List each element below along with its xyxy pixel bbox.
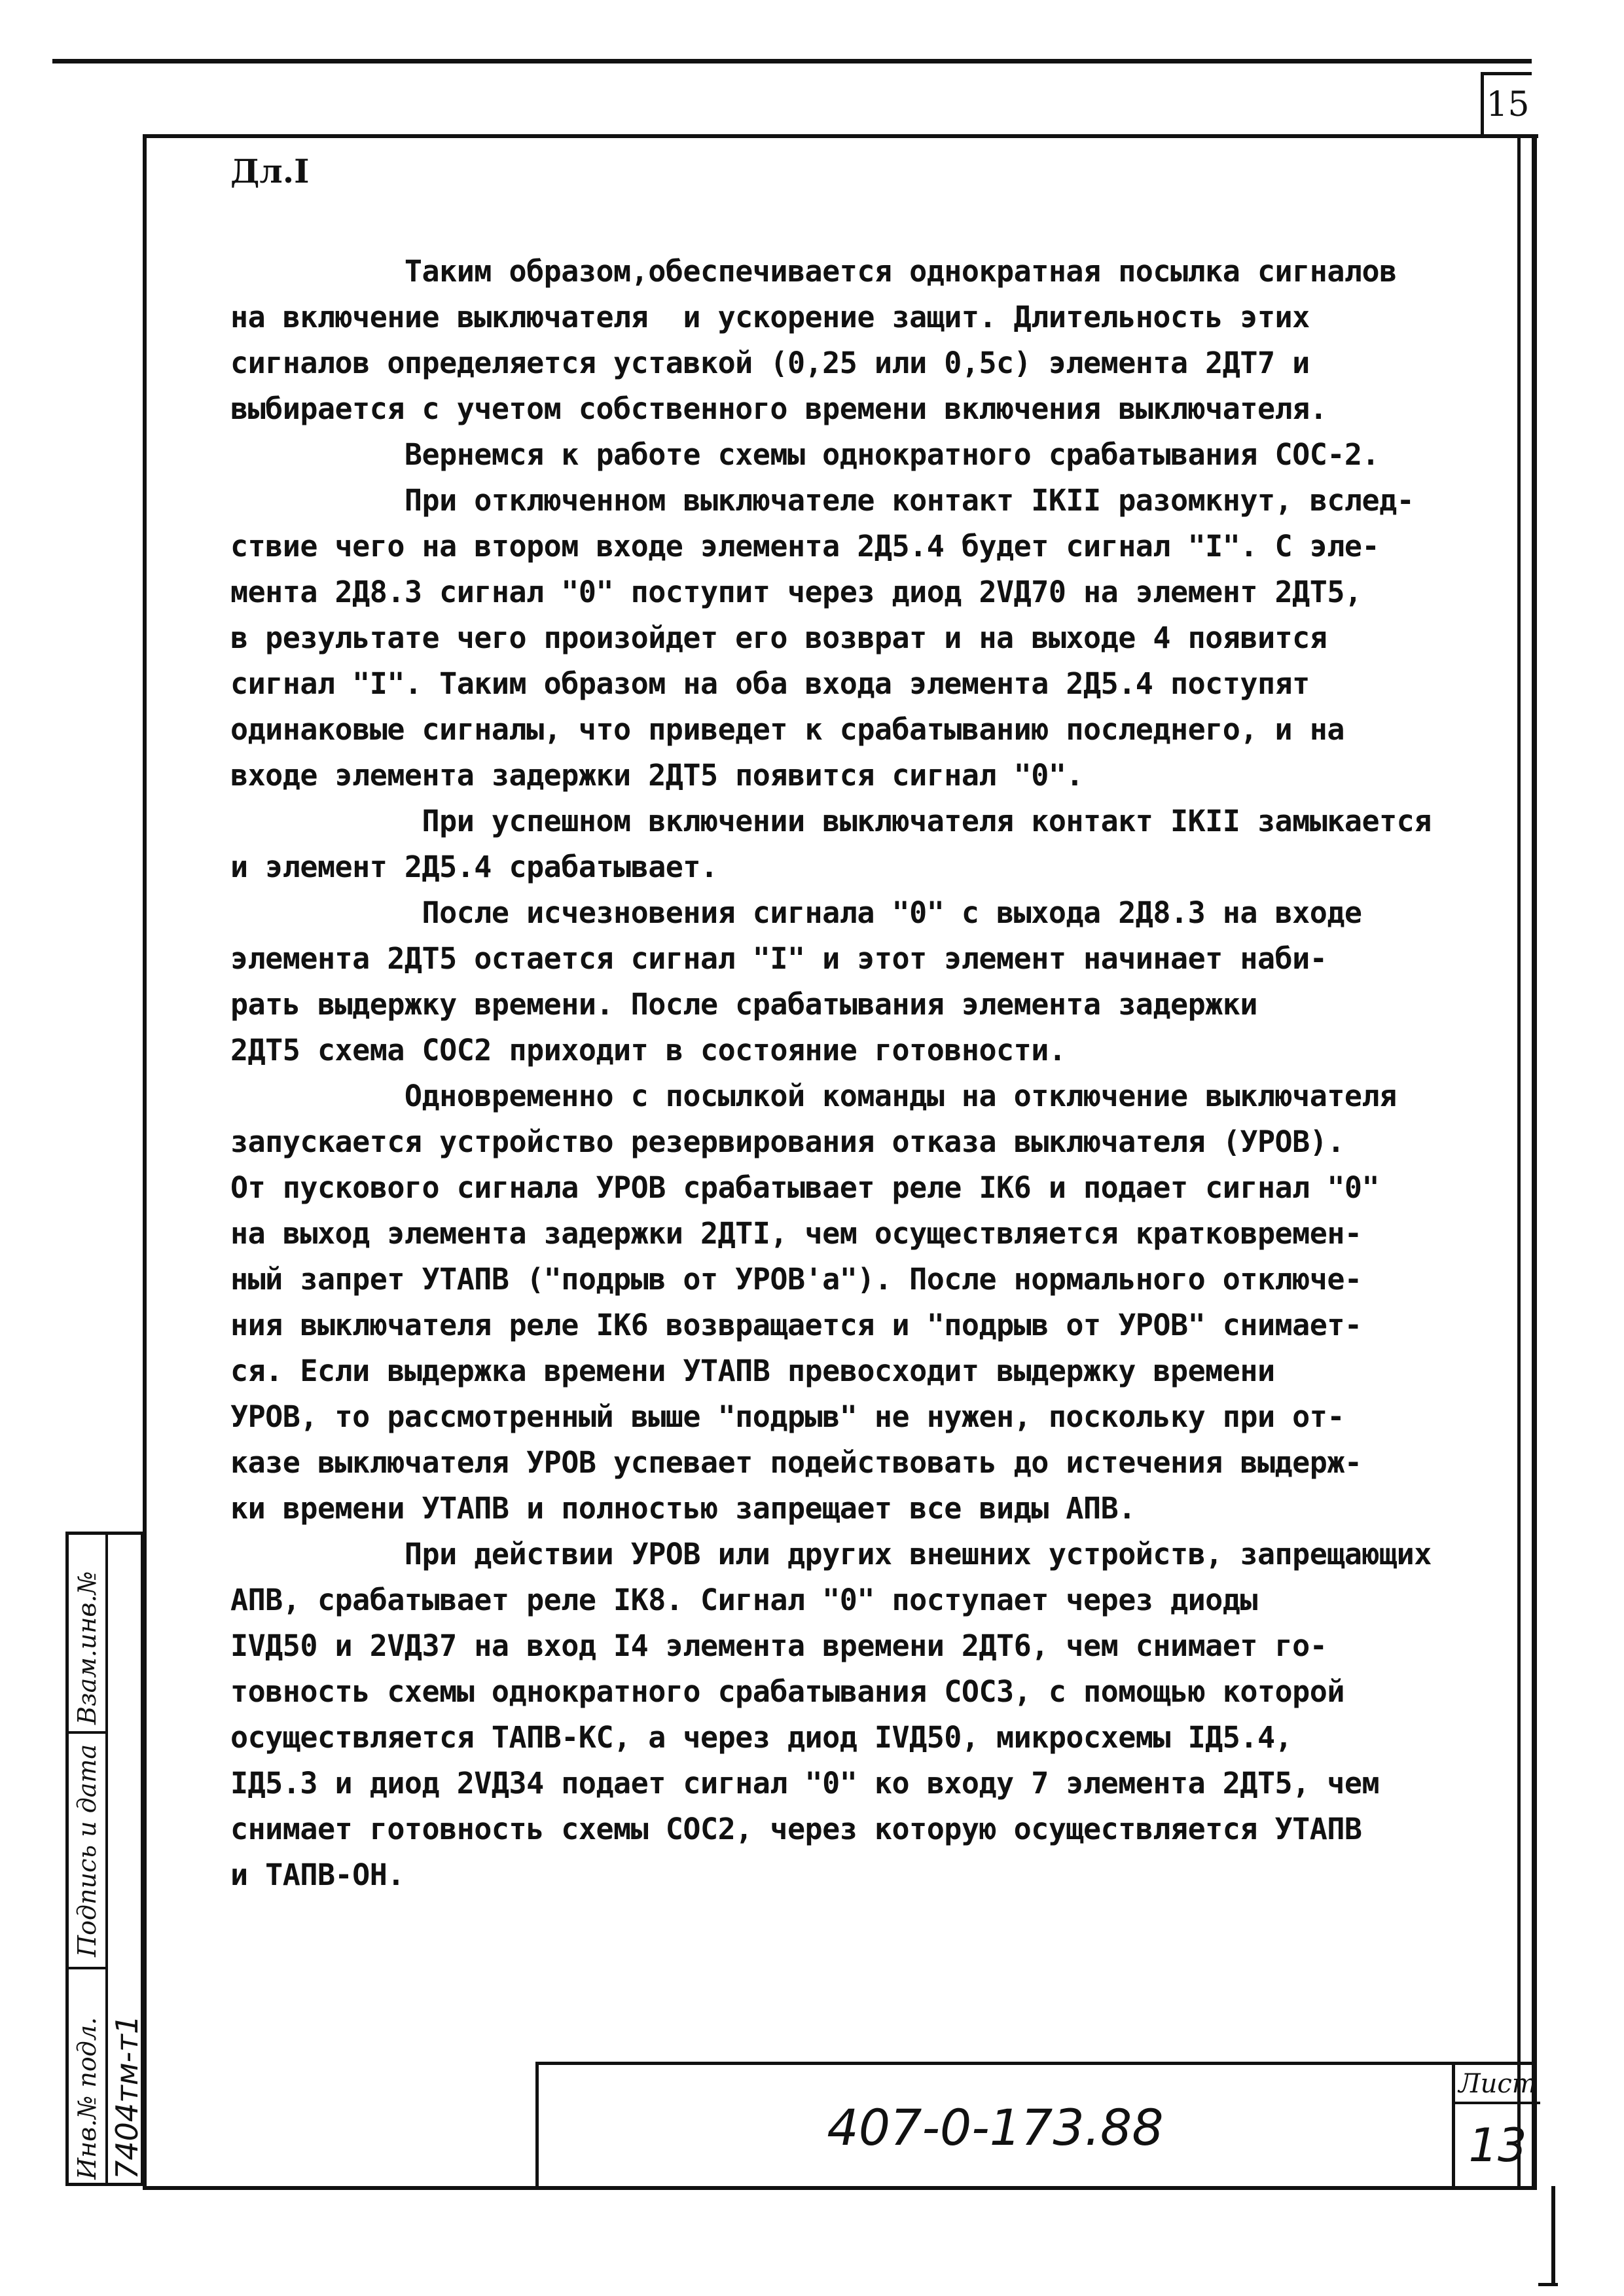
stamp-column-divider [105, 1535, 108, 2183]
page-number-text: 15 [1486, 85, 1530, 124]
sheet-cell-label: Лист [1455, 2065, 1540, 2104]
body-line: на выход элемента задержки 2ДТI, чем осуществляется кратковремен- [230, 1216, 1362, 1251]
body-line: IVД50 и 2VД37 на вход I4 элемента времени 2ДТ6, чем снимает го- [230, 1628, 1327, 1663]
frame-top [144, 134, 1538, 138]
body-line: сигналов определяется уставкой (0,25 или 0,5с) элемента 2ДТ7 и [230, 346, 1310, 380]
body-line: ния выключателя реле IK6 возвращается и "подрыв от УРОВ" снимает- [230, 1308, 1362, 1342]
body-line: ный запрет УТАПВ ("подрыв от УРОВ'а"). После нормального отключе- [230, 1262, 1362, 1297]
frame-right-inner [1517, 134, 1521, 2189]
body-line: сигнал "I". Таким образом на оба входа элемента 2Д5.4 поступят [230, 666, 1310, 701]
sheet-cell [1452, 2065, 1540, 2189]
body-line: одинаковые сигналы, что приведет к срабатыванию последнего, и на [230, 712, 1344, 747]
frame-tail [1551, 2186, 1555, 2284]
document-code: 407-0-173.88 [827, 2098, 1164, 2157]
body-line: Таким образом,обеспечивается однократная посылка сигналов [230, 254, 1397, 289]
sheet-label: Дл.I [230, 152, 310, 190]
body-text [230, 249, 1513, 1898]
body-line: 2ДТ5 схема СОС2 приходит в состояние готовности. [230, 1033, 1066, 1067]
body-line: УРОВ, то рассмотренный выше "подрыв" не нужен, поскольку при от- [230, 1399, 1344, 1434]
body-line: на включение выключателя и ускорение защит. Длительность этих [230, 300, 1310, 334]
body-line: При отключенном выключателе контакт IKII разомкнут, вслед- [230, 483, 1415, 518]
body-line: При успешном включении выключателя контакт IKII замыкается [230, 804, 1432, 838]
body-line: После исчезновения сигнала "0" с выхода 2Д8.3 на входе [230, 895, 1362, 930]
side-stamp [65, 1532, 144, 2186]
body-line: От пускового сигнала УРОВ срабатывает реле IK6 и подает сигнал "0" [230, 1170, 1380, 1205]
frame-tail-foot [1538, 2283, 1558, 2286]
body-line: мента 2Д8.3 сигнал "0" поступит через диод 2VД70 на элемент 2ДТ5, [230, 575, 1362, 609]
stamp-inv-number: 7404тм-т1 [109, 2015, 145, 2179]
body-line: рать выдержку времени. После срабатывания элемента задержки [230, 987, 1257, 1022]
body-line: выбирается с учетом собственного времени включения выключателя. [230, 391, 1327, 426]
body-line: входе элемента задержки 2ДТ5 появится сигнал "0". [230, 758, 1084, 793]
title-block [535, 2062, 1537, 2189]
body-line: запускается устройство резервирования отказа выключателя (УРОВ). [230, 1124, 1344, 1159]
sheet-number: 13 [1468, 2118, 1527, 2172]
stamp-inv-repl: Взам.инв.№ [73, 1571, 101, 1725]
stamp-row-divider [69, 1731, 108, 1734]
page-number [1481, 72, 1532, 134]
body-line: ствие чего на втором входе элемента 2Д5.4 будет сигнал "I". С эле- [230, 529, 1380, 564]
stamp-inv-orig: Инв.№ подл. [73, 2017, 101, 2179]
body-line: элемента 2ДТ5 остается сигнал "I" и этот элемент начинает наби- [230, 941, 1327, 976]
body-line: ки времени УТАПВ и полностью запрещает все виды АПВ. [230, 1491, 1136, 1526]
body-line: в результате чего произойдет его возврат и на выходе 4 появится [230, 620, 1327, 655]
body-line: товность схемы однократного срабатывания СОС3, с помощью которой [230, 1674, 1344, 1709]
body-line: При действии УРОВ или других внешних устройств, запрещающих [230, 1537, 1432, 1571]
stamp-sign-date: Подпись и дата [73, 1744, 101, 1957]
body-line: Вернемся к работе схемы однократного срабатывания СОС-2. [230, 437, 1380, 472]
body-line: Одновременно с посылкой команды на отключение выключателя [230, 1079, 1397, 1113]
body-line: IД5.3 и диод 2VД34 подает сигнал "0" ко входу 7 элемента 2ДТ5, чем [230, 1766, 1380, 1801]
body-line: казе выключателя УРОВ успевает подействовать до истечения выдерж- [230, 1445, 1362, 1480]
stamp-row-divider [69, 1967, 108, 1969]
frame-right [1532, 134, 1537, 2189]
body-line: АПВ, срабатывает реле IK8. Сигнал "0" поступает через диоды [230, 1583, 1257, 1617]
body-line: осуществляется ТАПВ-КС, а через диод IVД50, микросхемы IД5.4, [230, 1720, 1293, 1755]
body-line: снимает готовность схемы СОС2, через которую осуществляется УТАПВ [230, 1812, 1362, 1846]
body-line: и ТАПВ-ОН. [230, 1857, 405, 1892]
body-line: и элемент 2Д5.4 срабатывает. [230, 850, 718, 884]
top-rule [52, 59, 1532, 63]
body-line: ся. Если выдержка времени УТАПВ превосходит выдержку времени [230, 1354, 1275, 1388]
